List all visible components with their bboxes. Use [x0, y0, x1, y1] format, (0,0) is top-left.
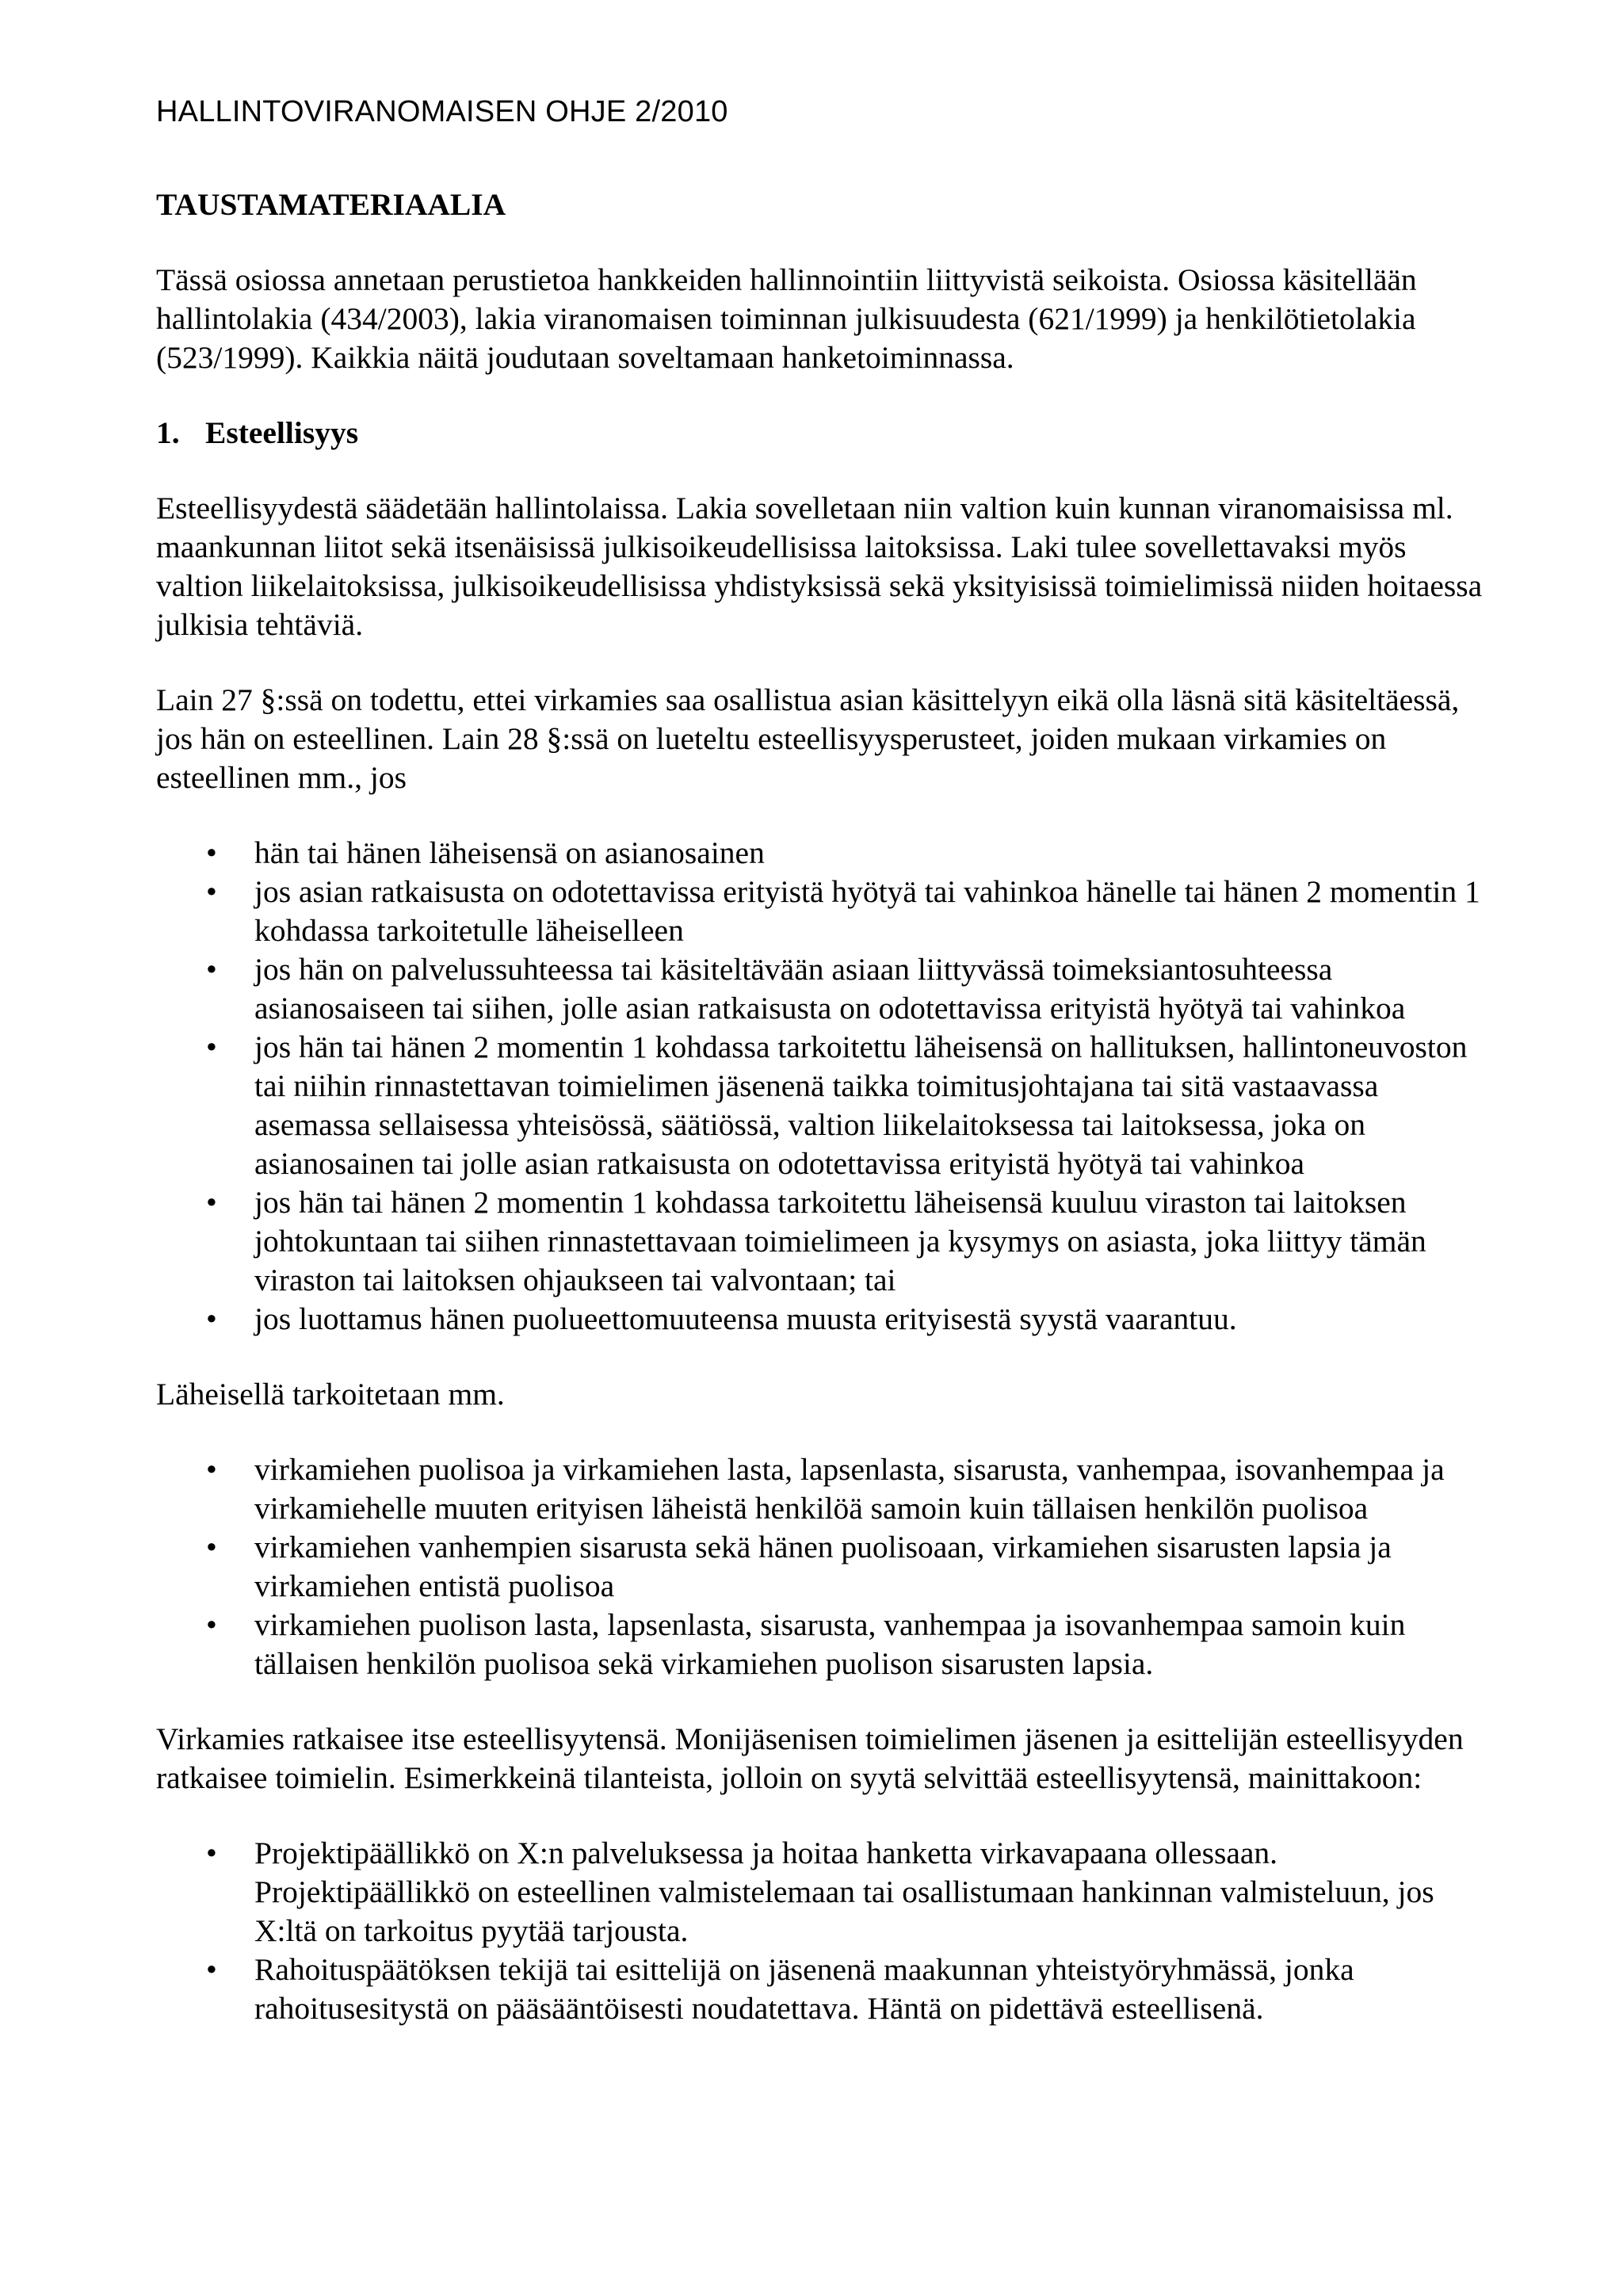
bullet-icon: • [206, 1530, 217, 1564]
list-item [156, 1834, 1487, 1950]
list-item-text: jos hän tai hänen 2 momentin 1 kohdassa tarkoitettu läheisensä kuuluu viraston tai laitoksen johtokuntaan tai siihen rinnastettavaan toimielimeen ja kysymys on asiasta, joka liittyy tämän viraston tai laitoksen ohjaukseen tai valvontaan; tai [254, 1185, 1426, 1297]
grounds-intro-paragraph: Lain 27 §:ssä on todettu, ettei virkamies saa osallistua asian käsittelyyn eikä olla läsnä sitä käsiteltäessä, jos hän on esteellinen. Lain 28 §:ssä on lueteltu esteellisyysperusteet, joiden mukaan virkamies on esteellinen mm., jos [156, 682, 1460, 795]
list-item [156, 834, 1487, 873]
list-item [156, 1606, 1487, 1683]
list-item-text: hän tai hänen läheisensä on asianosainen [254, 835, 765, 870]
document-title: TAUSTAMATERIAALIA [156, 187, 506, 222]
list-item-text: Rahoituspäätöksen tekijä tai esittelijä on jäsenenä maakunnan yhteistyöryhmässä, jonka rahoitusesitystä on pääsääntöisesti noudatettava. Häntä on pidettävä esteellisenä. [254, 1952, 1354, 2026]
list-item [156, 950, 1487, 1028]
list-item-text: jos hän tai hänen 2 momentin 1 kohdassa tarkoitettu läheisensä on hallituksen, hallintoneuvoston tai niihin rinnastettavan toimielimen jäsenenä taikka toimitusjohtajana tai sitä vastaavassa asemassa sellaisessa yhteisössä, säätiössä, valtion liikelaitoksessa tai laitoksessa, joka on asianosainen tai jolle asian ratkaisusta on odotettavissa erityistä hyötyä tai vahinkoa [254, 1030, 1468, 1181]
list-item [156, 873, 1487, 950]
list-item-text: virkamiehen puolison lasta, lapsenlasta, sisarusta, vanhempaa ja isovanhempaa samoin kuin tällaisen henkilön puolisoa sekä virkamiehen puolison sisarusten lapsia. [254, 1607, 1406, 1681]
section-heading [156, 414, 1487, 453]
list-item [156, 1183, 1487, 1300]
intro-paragraph: Tässä osiossa annetaan perustietoa hankkeiden hallinnointiin liittyvistä seikoista. Osiossa käsitellään hallintolakia (434/2003), lakia viranomaisen toiminnan julkisuudesta (621/1999) ja henkilötietolakia (523/1999). Kaikkia näitä joudutaan soveltamaan hanketoiminnassa. [156, 262, 1417, 375]
list-item-text: jos asian ratkaisusta on odotettavissa erityistä hyötyä tai vahinkoa hänelle tai hänen 2 momentin 1 kohdassa tarkoitetulle läheiselleen [254, 874, 1480, 948]
bullet-icon: • [206, 952, 217, 987]
list-item-text: jos hän on palvelussuhteessa tai käsiteltävään asiaan liittyvässä toimeksiantosuhteessa asianosaiseen tai siihen, jolle asian ratkaisusta on odotettavissa erityistä hyötyä tai vahinkoa [254, 952, 1406, 1026]
document-header: HALLINTOVIRANOMAISEN OHJE 2/2010 [156, 95, 728, 128]
list-item [156, 1450, 1487, 1528]
list-item [156, 1300, 1487, 1339]
bullet-icon: • [206, 1607, 217, 1642]
grounds-list [156, 834, 1487, 1339]
bullet-icon: • [206, 835, 217, 870]
document-page [156, 94, 1487, 2065]
relatives-intro-paragraph: Läheisellä tarkoitetaan mm. [156, 1377, 505, 1412]
bullet-icon: • [206, 1301, 217, 1336]
bullet-icon: • [206, 1452, 217, 1487]
list-item [156, 1950, 1487, 2028]
bullet-icon: • [206, 1030, 217, 1064]
relatives-list [156, 1450, 1487, 1683]
list-item [156, 1528, 1487, 1606]
section-number: 1. [156, 415, 180, 450]
list-item-text: virkamiehen vanhempien sisarusta sekä hänen puolisoaan, virkamiehen sisarusten lapsia ja virkamiehen entistä puolisoa [254, 1530, 1392, 1603]
bullet-icon: • [206, 874, 217, 909]
examples-intro-paragraph: Virkamies ratkaisee itse esteellisyytensä. Monijäsenisen toimielimen jäsenen ja esittelijän esteellisyyden ratkaisee toimielin. Esimerkkeinä tilanteista, jolloin on syytä selvittää esteellisyytensä, mainittakoon: [156, 1721, 1464, 1795]
list-item-text: jos luottamus hänen puolueettomuuteensa muusta erityisestä syystä vaarantuu. [254, 1301, 1237, 1336]
examples-list [156, 1834, 1487, 2028]
bullet-icon: • [206, 1836, 217, 1870]
list-item-text: virkamiehen puolisoa ja virkamiehen lasta, lapsenlasta, sisarusta, vanhempaa, isovanhempaa ja virkamiehelle muuten erityisen läheistä henkilöä samoin kuin tällaisen henkilön puolisoa [254, 1452, 1445, 1526]
list-item-text: Projektipäällikkö on X:n palveluksessa ja hoitaa hanketta virkavapaana ollessaan. Projektipäällikkö on esteellinen valmistelemaan tai osallistumaan hankinnan valmisteluun, jos X:ltä on tarkoitus pyytää tarjousta. [254, 1836, 1434, 1948]
list-item [156, 1028, 1487, 1183]
section-title: Esteellisyys [205, 415, 359, 450]
bullet-icon: • [206, 1185, 217, 1220]
bullet-icon: • [206, 1952, 217, 1987]
scope-paragraph: Esteellisyydestä säädetään hallintolaissa. Lakia sovelletaan niin valtion kuin kunnan viranomaisissa ml. maankunnan liitot sekä itsenäisissä julkisoikeudellisissa laitoksissa. Laki tulee sovellettavaksi myös valtion liikelaitoksissa, julkisoikeudellisissa yhdistyksissä sekä yksityisissä toimielimissä niiden hoitaessa julkisia tehtäviä. [156, 491, 1483, 642]
